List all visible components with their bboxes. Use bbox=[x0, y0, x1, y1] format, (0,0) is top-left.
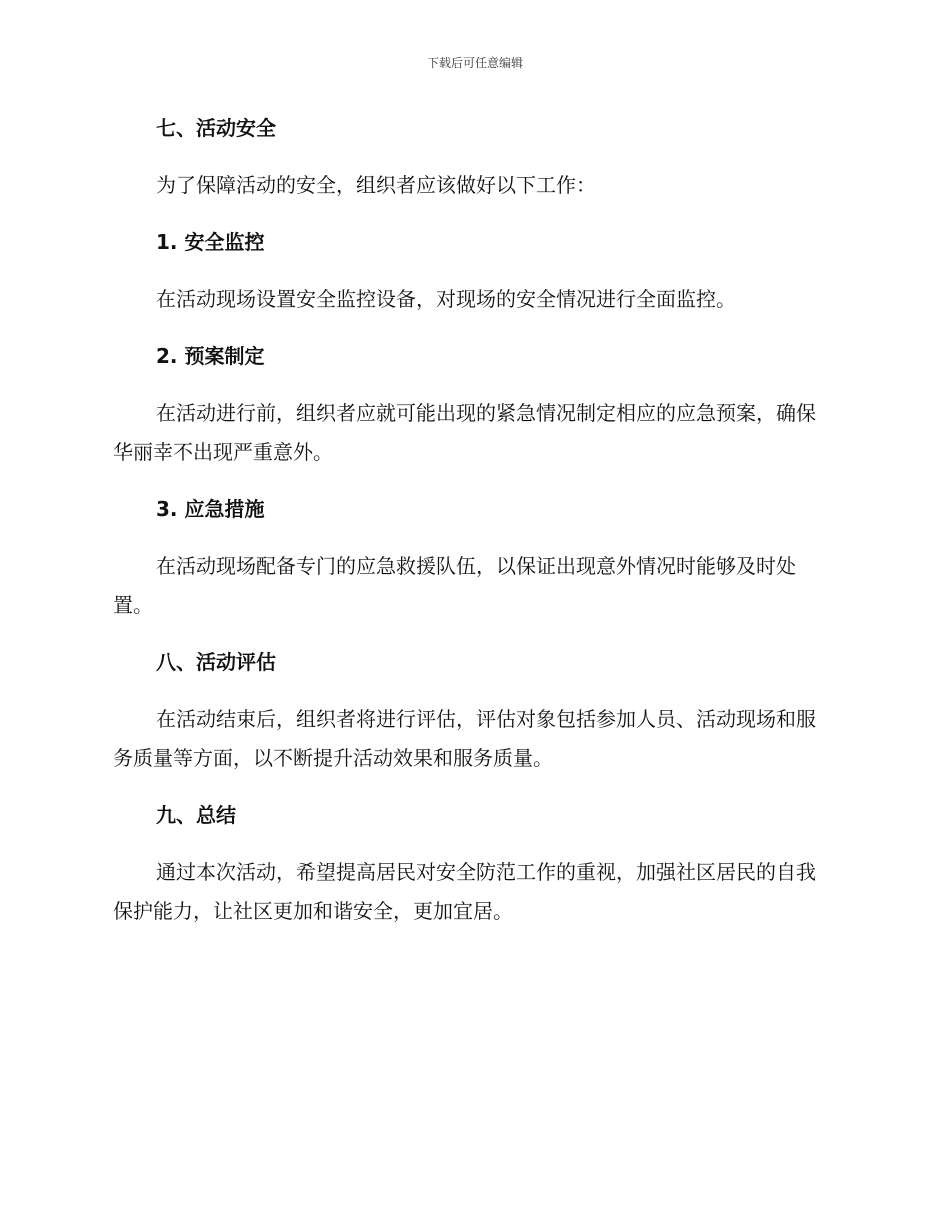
section-7-1-text: 在活动现场设置安全监控设备，对现场的安全情况进行全面监控。 bbox=[156, 287, 736, 311]
section-7-2-text: 在活动进行前，组织者应就可能出现的紧急情况制定相应的应急预案，确保华丽幸不出现严重意外。 bbox=[113, 401, 816, 464]
section-7-intro: 为了保障活动的安全，组织者应该做好以下工作： bbox=[156, 173, 596, 197]
section-8-title: 八、活动评估 bbox=[156, 650, 276, 674]
section-7-3-title: 3. 应急措施 bbox=[156, 497, 265, 521]
section-7-title: 七、活动安全 bbox=[156, 116, 276, 140]
section-9-text: 通过本次活动，希望提高居民对安全防范工作的重视，加强社区居民的自我保护能力，让社区更加和谐安全，更加宜居。 bbox=[113, 860, 816, 923]
section-7-2-title: 2. 预案制定 bbox=[156, 344, 265, 368]
section-7-1-title: 1. 安全监控 bbox=[156, 230, 265, 254]
document-body bbox=[113, 110, 833, 931]
header-note: 下载后可任意编辑 bbox=[426, 56, 523, 70]
section-8-text: 在活动结束后，组织者将进行评估，评估对象包括参加人员、活动现场和服务质量等方面，以不断提升活动效果和服务质量。 bbox=[113, 707, 816, 770]
section-7-3-text: 在活动现场配备专门的应急救援队伍，以保证出现意外情况时能够及时处置。 bbox=[113, 554, 796, 617]
section-9-title: 九、总结 bbox=[156, 803, 236, 827]
